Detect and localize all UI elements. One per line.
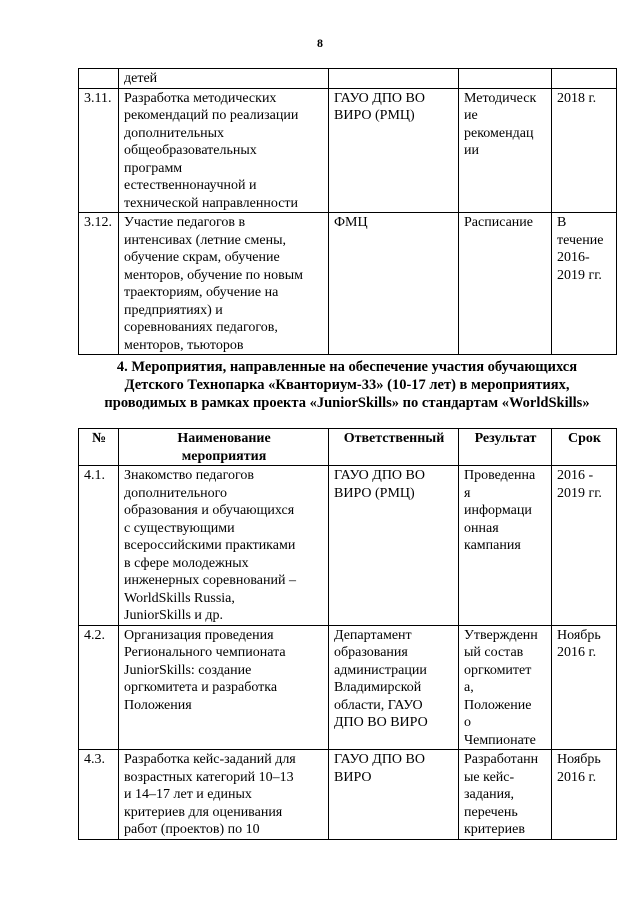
events-table-continued <box>78 68 617 355</box>
header-event: Наименование мероприятия <box>119 429 329 466</box>
table-row <box>79 88 617 213</box>
cell-event: Разработка кейс-заданий для возрастных категорий 10–13 и 14–17 лет и единых критериев для оценивания работ (проектов) по 10 <box>119 750 329 840</box>
table-row <box>79 625 617 750</box>
cell-num: 3.11. <box>79 88 119 213</box>
table-header-row <box>79 429 617 466</box>
cell-result: Расписание <box>459 213 552 355</box>
cell-event: Организация проведения Регионального чемпионата JuniorSkills: создание оргкомитета и разработка Положения <box>119 625 329 750</box>
cell-responsible: ГАУО ДПО ВО ВИРО <box>329 750 459 840</box>
cell-deadline: Ноябрь 2016 г. <box>552 625 617 750</box>
page-number: 8 <box>317 36 323 50</box>
table-row <box>79 466 617 626</box>
cell-responsible: ГАУО ДПО ВО ВИРО (РМЦ) <box>329 88 459 213</box>
cell-deadline <box>552 69 617 89</box>
table-row <box>79 69 617 89</box>
cell-result: Разработанн ые кейс- задания, перечень критериев <box>459 750 552 840</box>
header-num: № <box>79 429 119 466</box>
cell-deadline: Ноябрь 2016 г. <box>552 750 617 840</box>
table-row <box>79 213 617 355</box>
cell-num: 3.12. <box>79 213 119 355</box>
cell-responsible: ФМЦ <box>329 213 459 355</box>
cell-num: 4.3. <box>79 750 119 840</box>
cell-responsible <box>329 69 459 89</box>
cell-responsible: ГАУО ДПО ВО ВИРО (РМЦ) <box>329 466 459 626</box>
cell-result: Проведенна я информаци онная кампания <box>459 466 552 626</box>
cell-event: Разработка методических рекомендаций по реализации дополнительных общеобразовательных программ естественнонаучной и технической направленности <box>119 88 329 213</box>
cell-deadline: 2016 - 2019 гг. <box>552 466 617 626</box>
events-table-section-4 <box>78 428 617 840</box>
cell-result: Методическ ие рекомендац ии <box>459 88 552 213</box>
cell-num: 4.2. <box>79 625 119 750</box>
header-result: Результат <box>459 429 552 466</box>
cell-event: Знакомство педагогов дополнительного образования и обучающихся с существующими всероссийскими практиками в сфере молодежных инженерных соревнований – WorldSkills Russia, JuniorSkills и др. <box>119 466 329 626</box>
cell-deadline: 2018 г. <box>552 88 617 213</box>
cell-event: Участие педагогов в интенсивах (летние смены, обучение скрам, обучение менторов, обучение по новым траекториям, обучение на предприятиях) и соревнованиях педагогов, менторов, тьюторов <box>119 213 329 355</box>
cell-result <box>459 69 552 89</box>
table-row <box>79 750 617 840</box>
section-heading: 4. Мероприятия, направленные на обеспечение участия обучающихся Детского Технопарка «Кванториум-33» (10-17 лет) в мероприятиях, проводимых в рамках проекта «JuniorSkills» по стандартам «WorldSkills» <box>104 359 590 411</box>
cell-num: 4.1. <box>79 466 119 626</box>
cell-event: детей <box>119 69 329 89</box>
cell-result: Утвержденн ый состав оргкомитет а, Положение о Чемпионате <box>459 625 552 750</box>
header-deadline: Срок <box>552 429 617 466</box>
cell-num <box>79 69 119 89</box>
cell-responsible: Департамент образования администрации Владимирской области, ГАУО ДПО ВО ВИРО <box>329 625 459 750</box>
cell-deadline: В течение 2016- 2019 гг. <box>552 213 617 355</box>
header-responsible: Ответственный <box>329 429 459 466</box>
